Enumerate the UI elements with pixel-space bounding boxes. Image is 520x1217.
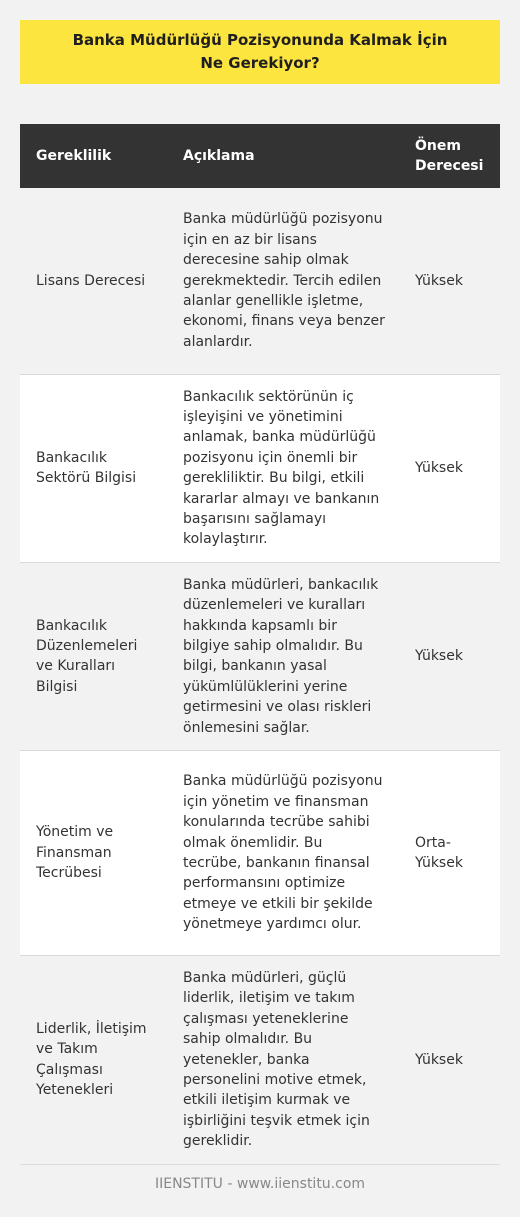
description-cell: Banka müdürlüğü pozisyonu için en az bir lisans derecesine sahip olmak gerekmektedir. Tercih edilen alanlar genellikle işletme, ekonomi, finans veya benzer alanlardır. — [167, 188, 399, 374]
header-description: Açıklama — [167, 124, 399, 188]
requirements-table — [20, 124, 500, 1165]
requirement-cell: Bankacılık Düzenlemeleri ve Kuralları Bilgisi — [20, 562, 167, 750]
description-cell: Bankacılık sektörünün iç işleyişini ve yönetimini anlamak, banka müdürlüğü pozisyonu için önemli bir gerekliliktir. Bu bilgi, etkili kararlar almayı ve bankanın başarısını sağlamayı kolaylaştırır. — [167, 374, 399, 562]
description-cell: Banka müdürleri, bankacılık düzenlemeleri ve kuralları hakkında kapsamlı bir bilgiye sahip olmalıdır. Bu bilgi, bankanın yasal yükümlülüklerini yerine getirmesini ve olası riskleri önlemesini sağlar. — [167, 562, 399, 750]
table-row — [20, 188, 500, 374]
importance-cell: Yüksek — [399, 562, 500, 750]
title-banner — [20, 20, 500, 84]
table-header-row — [20, 124, 500, 188]
table-row — [20, 751, 500, 956]
table-row — [20, 562, 500, 750]
description-cell: Banka müdürleri, güçlü liderlik, iletişim ve takım çalışması yeteneklerine sahip olmalıdır. Bu yetenekler, banka personelini motive etmek, etkili iletişim kurmak ve işbirliğini teşvik etmek için gereklidir. — [167, 956, 399, 1165]
importance-cell: Yüksek — [399, 188, 500, 374]
requirement-cell: Bankacılık Sektörü Bilgisi — [20, 374, 167, 562]
footer-credit: IIENSTITU - www.iienstitu.com — [154, 1176, 366, 1192]
header-importance: Önem Derecesi — [399, 124, 500, 188]
table-row — [20, 374, 500, 562]
table-row — [20, 956, 500, 1165]
importance-cell: Yüksek — [399, 374, 500, 562]
requirement-cell: Lisans Derecesi — [20, 188, 167, 374]
description-cell: Banka müdürlüğü pozisyonu için yönetim ve finansman konularında tecrübe sahibi olmak önemlidir. Bu tecrübe, bankanın finansal performansını optimize etmeye ve etkili bir şekilde yönetmeye yardımcı olur. — [167, 751, 399, 956]
page-title: Banka Müdürlüğü Pozisyonunda Kalmak İçin Ne Gerekiyor? — [72, 31, 448, 72]
requirement-cell: Yönetim ve Finansman Tecrübesi — [20, 751, 167, 956]
requirement-cell: Liderlik, İletişim ve Takım Çalışması Yetenekleri — [20, 956, 167, 1165]
header-requirement: Gereklilik — [20, 124, 167, 188]
importance-cell: Yüksek — [399, 956, 500, 1165]
importance-cell: Orta-Yüksek — [399, 751, 500, 956]
